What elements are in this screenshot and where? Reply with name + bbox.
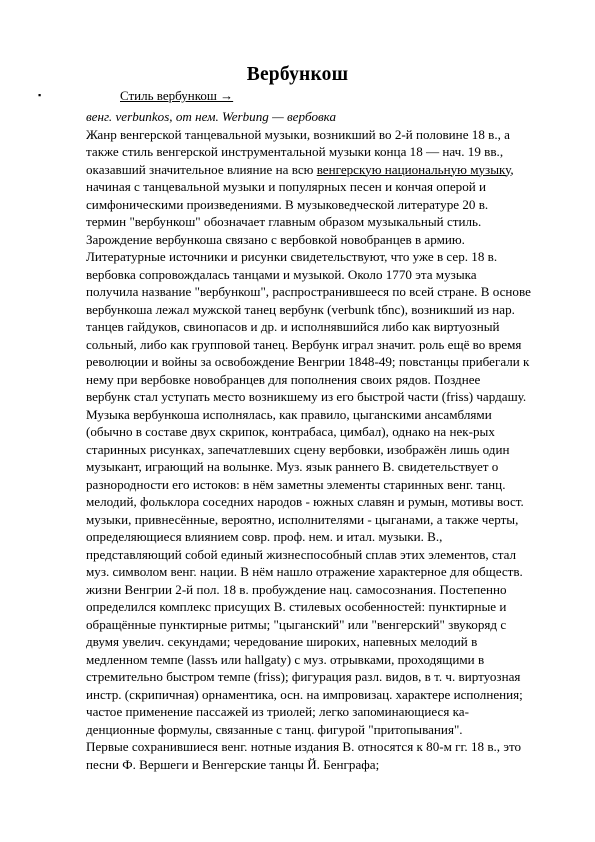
body-text-fragment: оказавший значительное влияние на всю (86, 161, 317, 177)
body-line: революции и войны за освобождение Венгрии 1848-49; повстанцы прибегали к (86, 354, 530, 369)
body-line: (обычно в составе двух скрипок, контрабаса, цимбал), однако на нек-рых (86, 424, 495, 439)
etymology-line: венг. verbunkos, от нем. Werbung — вербовка (86, 109, 337, 124)
body-line: разнородности его истоков: в нём заметны элементы старинных венг. танц. (86, 476, 506, 492)
body-text-fragment: , (510, 161, 514, 177)
body-line: определяющиеся влиянием совр. проф. нем. и итал. музыки. В., (86, 529, 443, 544)
body-line: Литературные источники и рисунки свидетельствуют, что уже в сер. 18 в. (86, 249, 498, 264)
body-line: инстр. (скрипичная) орнаментика, осн. на импровизац. характере исполнения; (86, 686, 523, 702)
body-line: вербунк стал уступать место возникшему из его быстрой части (friss) чардашу. (86, 389, 527, 404)
body-line: музыки, привнесённые, вероятно, исполнителями - цыганами, а также черты, (86, 511, 519, 527)
body-line: частое применение пассажей из триолей; легко запоминающиеся ка- (86, 704, 469, 719)
body-line: определился комплекс присущих В. стилевых особенностей: пунктирные и (86, 599, 507, 614)
body-line: нему при вербовке новобранцев для пополнения своих рядов. Позднее (86, 371, 481, 387)
body-line: старинных рисунках, запечатлевших сцену вербовки, изображён лишь один (86, 441, 510, 457)
body-line: медленном темпе (lassъ или hallgaty) с муз. отрывками, проходящими в (86, 651, 485, 667)
body-line: стремительно быстром темпе (friss); фигурация разл. видов, в т. ч. виртуозная (86, 669, 521, 684)
body-line: Музыка вербункоша исполнялась, как правило, цыганскими ансамблями (86, 406, 492, 422)
body-line: представляющий собой единый жизнеспособный сплав этих элементов, стал (86, 546, 517, 562)
body-line: Жанр венгерской танцевальной музыки, возникший во 2-й половине 18 в., а (86, 126, 510, 142)
body-line: муз. символом венг. нации. В нём нашло отражение характерное для обществ. (86, 564, 523, 579)
list-bullet: ▪ (38, 90, 42, 100)
body-line (86, 161, 564, 179)
body-line: термин "вербункош" обозначает главным образом музыкальный стиль. (86, 214, 482, 229)
body-line: начиная с танцевальной музыки и популярных песен и кончая оперой и (86, 179, 487, 194)
article-body (86, 108, 564, 773)
body-line: жизни Венгрии 2-й пол. 18 в. пробуждение нац. самосознания. Постепенно (86, 581, 507, 597)
body-line: Зарождение вербункоша связано с вербовкой новобранцев в армию. (86, 231, 465, 247)
body-line: симфоническими произведениями. В музыковедческой литературе 20 в. (86, 196, 489, 212)
body-line: вербункоша лежал мужской танец вербунк (verbunk tбnc), возникший из нар. (86, 301, 515, 317)
body-line: двумя увелич. секундами; чередование широких, напевных мелодий в (86, 634, 478, 649)
body-line: также стиль венгерской инструментальной музыки конца 18 — нач. 19 вв., (86, 144, 504, 159)
body-line: обращённые пунктирные ритмы; "цыганский" или "венгерский" звукоряд с (86, 616, 507, 632)
body-line: вербовка сопровождалась танцами и музыкой. Около 1770 эта музыка (86, 266, 477, 282)
body-line: музыкант, играющий на волынке. Муз. язык раннего В. свидетельствует о (86, 459, 499, 474)
body-line: песни Ф. Вершеги и Венгерские танцы Й. Бенграфа; (86, 756, 380, 772)
see-also-link[interactable]: Стиль вербункош → (120, 88, 234, 103)
body-line: денционные формулы, связанные с танц. фигурой "притопывания". (86, 721, 463, 737)
body-line: получила название "вербункош", распространившееся по всей стране. В основе (86, 284, 531, 299)
body-line: мелодий, фольклора соседних народов - южных славян и румын, мотивы вост. (86, 494, 524, 509)
body-line: сольный, либо как групповой танец. Вербунк играл значит. роль ещё во время (86, 336, 522, 352)
page-title: Вербункош (246, 64, 349, 85)
hungarian-music-link[interactable]: венгерскую национальную музыку (316, 161, 511, 177)
body-line: танцев гайдуков, свинопасов и др. и исполнявшийся либо как виртуозный (86, 319, 500, 334)
body-text (86, 126, 564, 774)
body-line: Первые сохранившиеся венг. нотные издания В. относятся к 80-м гг. 18 в., это (86, 739, 522, 754)
